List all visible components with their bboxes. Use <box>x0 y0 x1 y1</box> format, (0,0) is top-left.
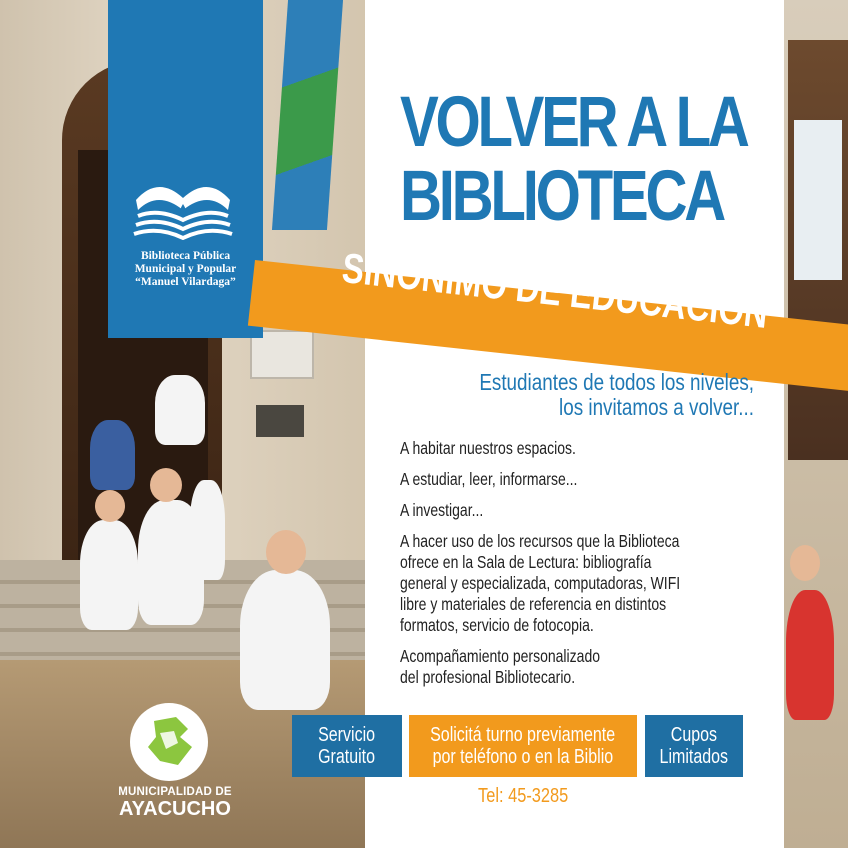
intro-line-1: Estudiantes de todos los niveles, <box>479 369 754 395</box>
list-item-line: A hacer uso de los recursos que la Biblioteca <box>400 531 680 551</box>
municipality-emblem-icon <box>130 703 208 781</box>
library-name-line: “Manuel Vilardaga” <box>135 276 236 288</box>
limited-spots-badge <box>645 715 743 777</box>
headline-line-1: VOLVER A LA <box>400 83 747 162</box>
list-item-line: del profesional Bibliotecario. <box>400 667 576 687</box>
library-name-line: Municipal y Popular <box>134 263 237 275</box>
child-figure <box>155 375 205 445</box>
municipality-name <box>95 786 255 820</box>
child-figure <box>190 480 225 580</box>
child-head <box>95 490 125 522</box>
list-item-line: A investigar... <box>400 500 484 520</box>
library-name-line: Biblioteca Pública <box>140 250 231 262</box>
child-figure <box>786 590 834 720</box>
offer-list <box>400 438 752 698</box>
headline <box>400 83 747 236</box>
municipality-name-line-2: AYACUCHO <box>119 798 231 820</box>
list-item-line: general y especializada, computadoras, WIFI <box>400 573 681 593</box>
list-item-line: libre y materiales de referencia en distintos <box>400 594 667 614</box>
badge-line: Solicitá turno previamente <box>430 724 616 746</box>
list-item <box>400 500 752 521</box>
municipality-name-line-1: MUNICIPALIDAD DE <box>118 786 232 798</box>
badge-line: Limitados <box>659 746 729 768</box>
badge-line: Gratuito <box>318 746 376 768</box>
headline-line-2: BIBLIOTECA <box>400 157 723 236</box>
open-book-icon <box>128 170 238 240</box>
ribbon-text: SINÓNIMO DE EDUCACIÓN <box>339 244 771 337</box>
list-item <box>400 438 752 459</box>
child-figure <box>80 520 138 630</box>
child-figure <box>90 420 135 490</box>
free-service-badge <box>292 715 402 777</box>
list-item-line: ofrece en la Sala de Lectura: bibliografía <box>400 552 652 572</box>
list-item <box>400 646 752 688</box>
appointment-badge <box>409 715 637 777</box>
intro-line-2: los invitamos a volver... <box>559 394 754 420</box>
list-item-line: A estudiar, leer, informarse... <box>400 469 578 489</box>
phone-number: Tel: 45-3285 <box>478 785 569 807</box>
list-item-line: formatos, servicio de fotocopia. <box>400 615 594 635</box>
list-item-line: A habitar nuestros espacios. <box>400 438 576 458</box>
child-figure <box>240 570 330 710</box>
list-item <box>400 531 752 636</box>
list-item-line: Acompañamiento personalizado <box>400 646 601 666</box>
wall-plaque-dark <box>256 405 304 437</box>
child-head <box>150 468 182 502</box>
list-item <box>400 469 752 490</box>
library-name <box>110 250 261 289</box>
child-head <box>266 530 306 574</box>
badge-line: Cupos <box>670 724 718 746</box>
child-head <box>790 545 820 581</box>
badge-line: Servicio <box>318 724 376 746</box>
intro-text <box>459 370 754 420</box>
badge-line: por teléfono o en la Biblio <box>432 746 614 768</box>
right-window-glass <box>794 120 842 280</box>
municipality-logo <box>130 703 208 781</box>
